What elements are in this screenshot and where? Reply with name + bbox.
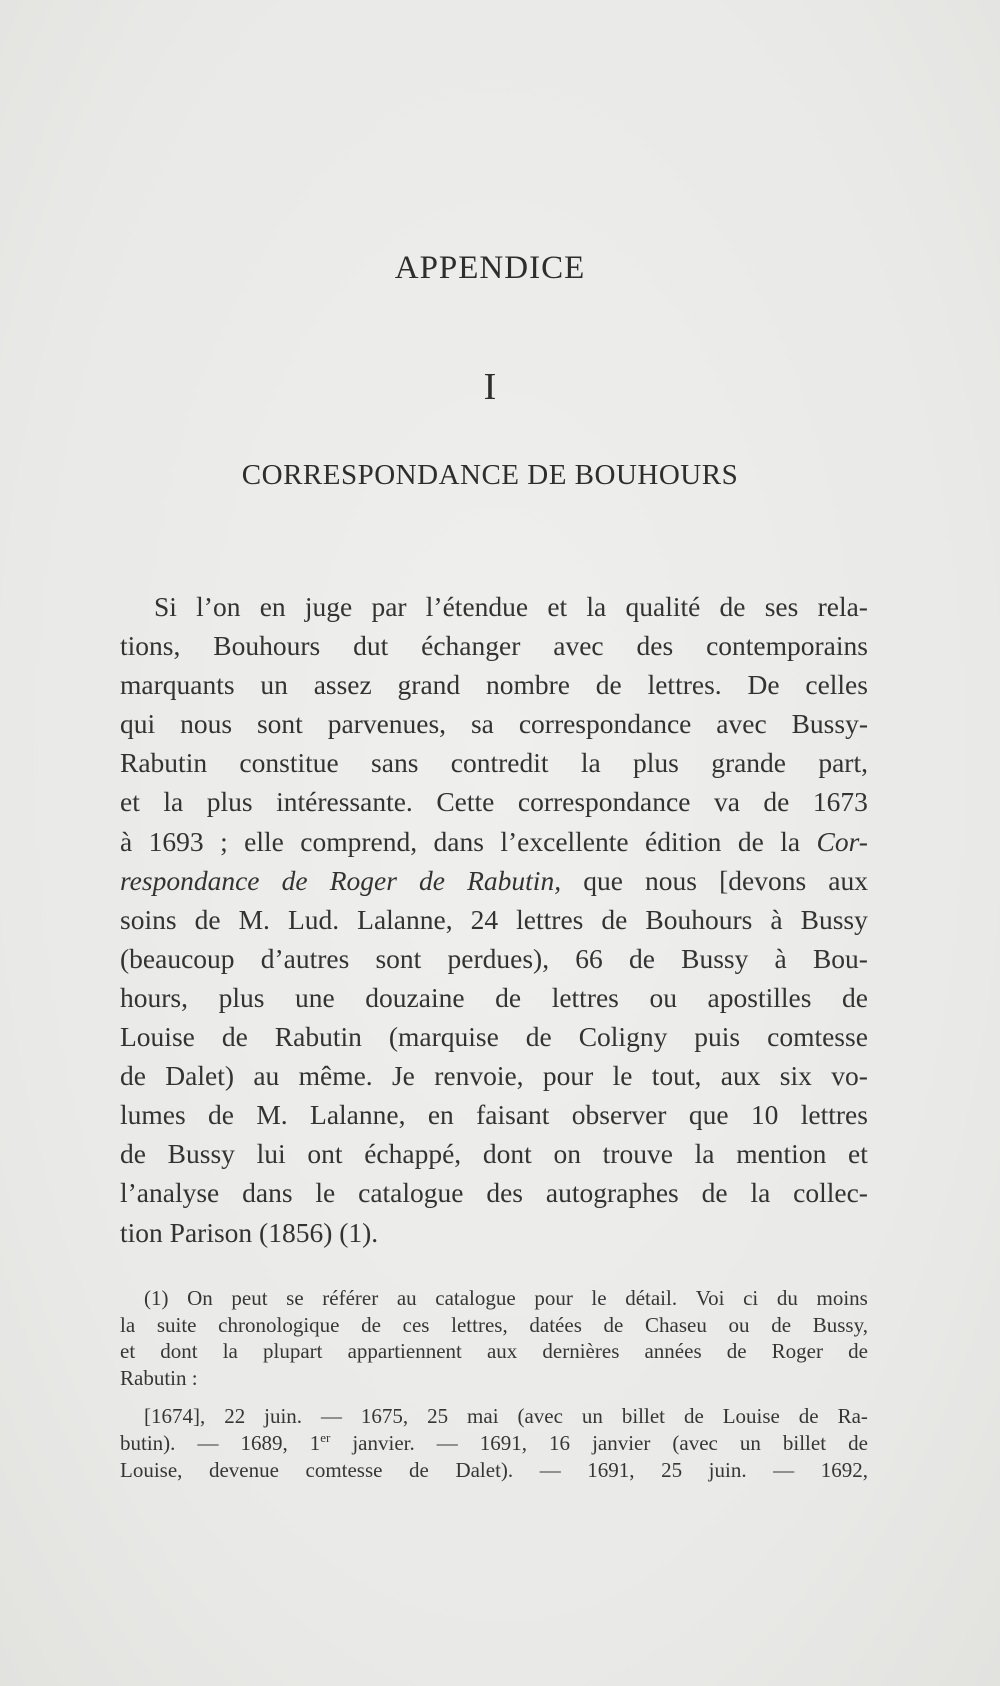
word: sont: [256, 708, 303, 740]
word: tout,: [651, 1060, 702, 1092]
word: échanger: [421, 630, 521, 662]
text-line: [120, 1017, 868, 1056]
word: six: [779, 1060, 812, 1092]
word: marquants: [120, 669, 235, 701]
word: Bouhours: [645, 903, 753, 935]
word: 25: [427, 1404, 449, 1429]
word: 1675,: [360, 1404, 409, 1429]
word: mention: [736, 1138, 827, 1170]
word: —: [197, 1430, 219, 1455]
word: de: [281, 864, 308, 896]
word: lui: [256, 1138, 286, 1170]
word: de: [194, 903, 221, 935]
word: constitue: [239, 747, 339, 779]
word: lettres: [551, 981, 619, 1013]
word: —: [773, 1457, 795, 1482]
word: ci: [743, 1286, 759, 1310]
word: le: [591, 1286, 607, 1310]
word: de: [842, 981, 868, 1013]
word: De: [747, 669, 780, 701]
text-line: [120, 782, 868, 821]
word: détail.: [625, 1286, 678, 1310]
text-line: [120, 978, 868, 1017]
text-line: [120, 939, 868, 978]
footnote-line: [120, 1285, 868, 1312]
word: 10: [750, 1099, 779, 1131]
word: pour: [542, 1060, 594, 1092]
text-line: [120, 1134, 868, 1173]
word: mai: [467, 1404, 499, 1429]
word: intéressante.: [276, 786, 413, 818]
word: collec-: [793, 1177, 868, 1209]
word: butin).: [120, 1430, 176, 1455]
word: Si: [154, 591, 177, 622]
word: (beaucoup: [120, 942, 235, 974]
word: (avec: [672, 1430, 718, 1455]
word: de: [361, 1312, 381, 1337]
word: elle: [244, 825, 284, 857]
word: années: [644, 1339, 702, 1364]
word: dernières: [542, 1339, 620, 1364]
word: ont: [307, 1138, 343, 1170]
word: juin.: [264, 1404, 303, 1429]
word: Bussy: [167, 1138, 235, 1170]
word: catalogue: [435, 1286, 516, 1310]
word: de: [603, 1312, 624, 1337]
word: [1674],: [144, 1404, 206, 1429]
word: de: [409, 1457, 429, 1482]
word: rela-: [817, 591, 868, 622]
text-line: [120, 1213, 868, 1252]
text-line: [120, 822, 868, 861]
word: Cette: [436, 786, 495, 818]
word: on: [553, 1138, 581, 1170]
word: Je: [391, 1060, 415, 1092]
word: (avec: [517, 1404, 563, 1429]
word: observer: [571, 1099, 667, 1131]
word: plupart: [262, 1339, 323, 1364]
word: par: [371, 591, 407, 622]
appendix-title: APPENDICE: [394, 250, 586, 286]
word: trouve: [602, 1138, 673, 1170]
word: de: [595, 669, 622, 701]
word: un: [581, 1404, 603, 1429]
word: avec: [716, 708, 767, 740]
word: d’autres: [260, 942, 350, 974]
word: l’on: [196, 591, 241, 622]
word: faisant: [476, 1099, 550, 1131]
word: de: [601, 903, 628, 935]
footnote: [120, 1285, 868, 1483]
word: Dalet): [165, 1060, 234, 1092]
footnote-line: [120, 1430, 868, 1457]
word: parvenues,: [327, 708, 447, 740]
word: la: [694, 1138, 715, 1170]
word: catalogue: [358, 1177, 464, 1209]
word: plus: [206, 786, 253, 818]
word: lumes: [120, 1099, 186, 1131]
word: datées: [529, 1312, 582, 1337]
word: Bou-: [812, 942, 868, 974]
word: 16: [549, 1430, 571, 1455]
word: contredit: [450, 747, 549, 779]
word: de: [763, 786, 790, 818]
word: grand: [397, 669, 461, 701]
word: suite: [156, 1312, 197, 1337]
word: qui: [120, 708, 156, 740]
word: part,: [818, 747, 868, 779]
word: On: [187, 1286, 213, 1310]
word: ou: [649, 981, 677, 1013]
text-line: [120, 704, 868, 743]
word: l’analyse: [120, 1177, 220, 1209]
word: comtesse: [305, 1457, 383, 1482]
text-line: [120, 1056, 868, 1095]
word: —: [539, 1457, 561, 1482]
word: plus: [218, 981, 265, 1013]
word: aux: [486, 1339, 518, 1364]
word: de: [495, 981, 522, 1013]
word: lettres.: [647, 669, 722, 701]
word: et: [120, 1339, 136, 1364]
word: aux: [828, 864, 868, 896]
word: ou: [728, 1312, 750, 1337]
word: de: [701, 1177, 728, 1209]
text-line: [120, 665, 868, 704]
word: (1).: [339, 1216, 379, 1248]
word: la: [222, 1339, 238, 1364]
word: un: [739, 1430, 761, 1455]
word: dont: [160, 1339, 198, 1364]
word: 1673: [812, 786, 868, 818]
word: de: [798, 1404, 819, 1429]
word: devenue: [208, 1457, 279, 1482]
word: Parison: [169, 1216, 260, 1248]
word: le: [315, 1177, 336, 1209]
word: contemporains: [706, 630, 868, 662]
word: Ra-: [837, 1404, 868, 1429]
word: chronologique: [218, 1312, 340, 1337]
word: billet: [782, 1430, 827, 1455]
word: nous: [180, 708, 233, 740]
word: Louise: [120, 1021, 195, 1053]
text-line: [120, 1095, 868, 1134]
word: à: [774, 942, 787, 974]
word: ;: [220, 825, 228, 857]
word: 25: [661, 1457, 683, 1482]
word: se: [286, 1286, 304, 1310]
word: :: [191, 1365, 198, 1390]
word: aux: [720, 1060, 761, 1092]
word: peut: [231, 1286, 268, 1310]
word: Bussy: [681, 942, 749, 974]
word: renvoie,: [434, 1060, 524, 1092]
word: à: [120, 825, 133, 857]
word: Cor-: [816, 825, 868, 857]
word: de: [525, 1021, 552, 1053]
word: du: [776, 1286, 798, 1310]
word: Bouhours: [213, 630, 321, 662]
word: même.: [298, 1060, 373, 1092]
word: avec: [553, 630, 604, 662]
word: des: [636, 630, 674, 662]
text-line: [120, 861, 868, 900]
text-line: [120, 1173, 868, 1212]
word: ces: [402, 1312, 430, 1337]
word: M.: [238, 903, 270, 935]
word: Lud.: [287, 903, 340, 935]
word: la: [580, 747, 601, 779]
word: de: [848, 1430, 868, 1455]
word: de: [737, 825, 764, 857]
word: janvier.: [352, 1430, 415, 1455]
word: janvier: [592, 1430, 651, 1455]
word: assez: [313, 669, 372, 701]
word: nous: [645, 864, 697, 896]
word: de: [771, 1312, 792, 1337]
word: référer: [322, 1286, 379, 1310]
footnote-line: [120, 1403, 868, 1430]
body-paragraph: [120, 587, 868, 1252]
word: Rabutin: [120, 747, 208, 779]
word: celles: [805, 669, 868, 701]
word: 24: [470, 903, 499, 935]
word: —: [320, 1404, 342, 1429]
word: respondance: [120, 864, 260, 896]
word: de: [208, 1099, 235, 1131]
word: qualité: [625, 591, 701, 622]
word: de: [719, 591, 746, 622]
word: hours,: [120, 981, 188, 1013]
word: comprend,: [300, 825, 418, 857]
word: au: [253, 1060, 280, 1092]
word: douzaine: [365, 981, 465, 1013]
word: la: [163, 786, 184, 818]
word: juge: [304, 591, 353, 622]
word: autographes: [545, 1177, 679, 1209]
word: 66: [575, 942, 603, 974]
word: Roger: [329, 864, 397, 896]
word: Voi: [695, 1286, 725, 1310]
word: la: [750, 1177, 771, 1209]
word: 1689,: [240, 1430, 288, 1455]
text-line: [120, 743, 868, 782]
word: soins: [120, 903, 177, 935]
word: ses: [764, 591, 799, 622]
word: que: [688, 1099, 729, 1131]
word: un: [260, 669, 288, 701]
section-subtitle: CORRESPONDANCE DE BOUHOURS: [241, 459, 739, 491]
word: dans: [242, 1177, 293, 1209]
word: Bussy: [800, 903, 868, 935]
word: Louise,: [120, 1457, 183, 1482]
text-line: [120, 900, 868, 939]
word: billet: [621, 1404, 665, 1429]
word: Dalet).: [455, 1457, 514, 1482]
word: (marquise: [388, 1021, 499, 1053]
word: juin.: [708, 1457, 747, 1482]
word: de: [683, 1404, 704, 1429]
word: des: [486, 1177, 524, 1209]
word: apostilles: [707, 981, 812, 1013]
word: lettres,: [451, 1312, 508, 1337]
word: Rabutin,: [467, 864, 562, 896]
word: tion: [120, 1216, 170, 1248]
word: de: [848, 1339, 868, 1364]
word: dont: [482, 1138, 532, 1170]
word: correspondance: [518, 708, 692, 740]
word: moins: [816, 1286, 868, 1310]
word: en: [259, 591, 286, 622]
footnote-line: [120, 1365, 868, 1392]
word: de: [120, 1138, 146, 1170]
text-line: [120, 587, 868, 626]
word: dans: [433, 825, 484, 857]
word: lettres: [516, 903, 584, 935]
word: pour: [534, 1286, 573, 1310]
word: édition: [645, 825, 722, 857]
word: de: [120, 1060, 146, 1092]
word: lettres: [800, 1099, 868, 1131]
word: l’étendue: [425, 591, 529, 622]
word: en: [427, 1099, 454, 1131]
footnote-line: [120, 1338, 868, 1365]
word: une: [295, 981, 335, 1013]
word: le: [612, 1060, 633, 1092]
word: au: [396, 1286, 417, 1310]
word: Bussy-: [791, 708, 868, 740]
word: grande: [711, 747, 787, 779]
text-line: [120, 626, 868, 665]
word: la: [586, 591, 607, 622]
word: et: [848, 1138, 868, 1170]
word: Rabutin: [120, 1365, 192, 1390]
word: Coligny: [578, 1021, 668, 1053]
word: plus: [633, 747, 679, 779]
word: 1691,: [587, 1457, 635, 1482]
word: à: [770, 903, 783, 935]
word: Lalanne,: [357, 903, 453, 935]
word: que: [583, 864, 623, 896]
word: la: [120, 1312, 136, 1337]
word: Rabutin: [274, 1021, 362, 1053]
word: Louise: [722, 1404, 780, 1429]
word: 1692,: [820, 1457, 868, 1482]
word: la: [780, 825, 801, 857]
word: Bussy,: [812, 1312, 868, 1337]
word: M.: [256, 1099, 288, 1131]
word: 22: [224, 1404, 246, 1429]
word: tions,: [120, 630, 181, 662]
word: comtesse: [767, 1021, 868, 1053]
word: nombre: [485, 669, 570, 701]
word: et: [547, 591, 568, 622]
word: puis: [694, 1021, 741, 1053]
footnote-line: [120, 1457, 868, 1484]
word: sa: [470, 708, 494, 740]
word: de: [221, 1021, 248, 1053]
word: 1693: [148, 825, 204, 857]
footnote-line: [120, 1312, 868, 1339]
word: 1691,: [479, 1430, 528, 1455]
word: de: [628, 942, 655, 974]
word: correspondance: [517, 786, 691, 818]
word: va: [713, 786, 740, 818]
section-numeral: I: [483, 366, 497, 408]
word: de: [726, 1339, 747, 1364]
word: Chaseu: [645, 1312, 707, 1337]
word: (1856): [259, 1216, 340, 1248]
word: Roger: [771, 1339, 823, 1364]
word: [devons: [719, 864, 807, 896]
word: et: [120, 786, 140, 818]
word: —: [436, 1430, 458, 1455]
word: Lalanne,: [310, 1099, 406, 1131]
word: perdues),: [447, 942, 550, 974]
word: échappé,: [364, 1138, 462, 1170]
word: (1): [144, 1286, 169, 1310]
word: appartiennent: [347, 1339, 462, 1364]
word: l’excellente: [500, 825, 629, 857]
word: vo-: [831, 1060, 868, 1092]
word: 1er: [309, 1429, 331, 1455]
word: sans: [371, 747, 419, 779]
word: sont: [375, 942, 422, 974]
word: dut: [353, 630, 389, 662]
word: de: [419, 864, 445, 896]
